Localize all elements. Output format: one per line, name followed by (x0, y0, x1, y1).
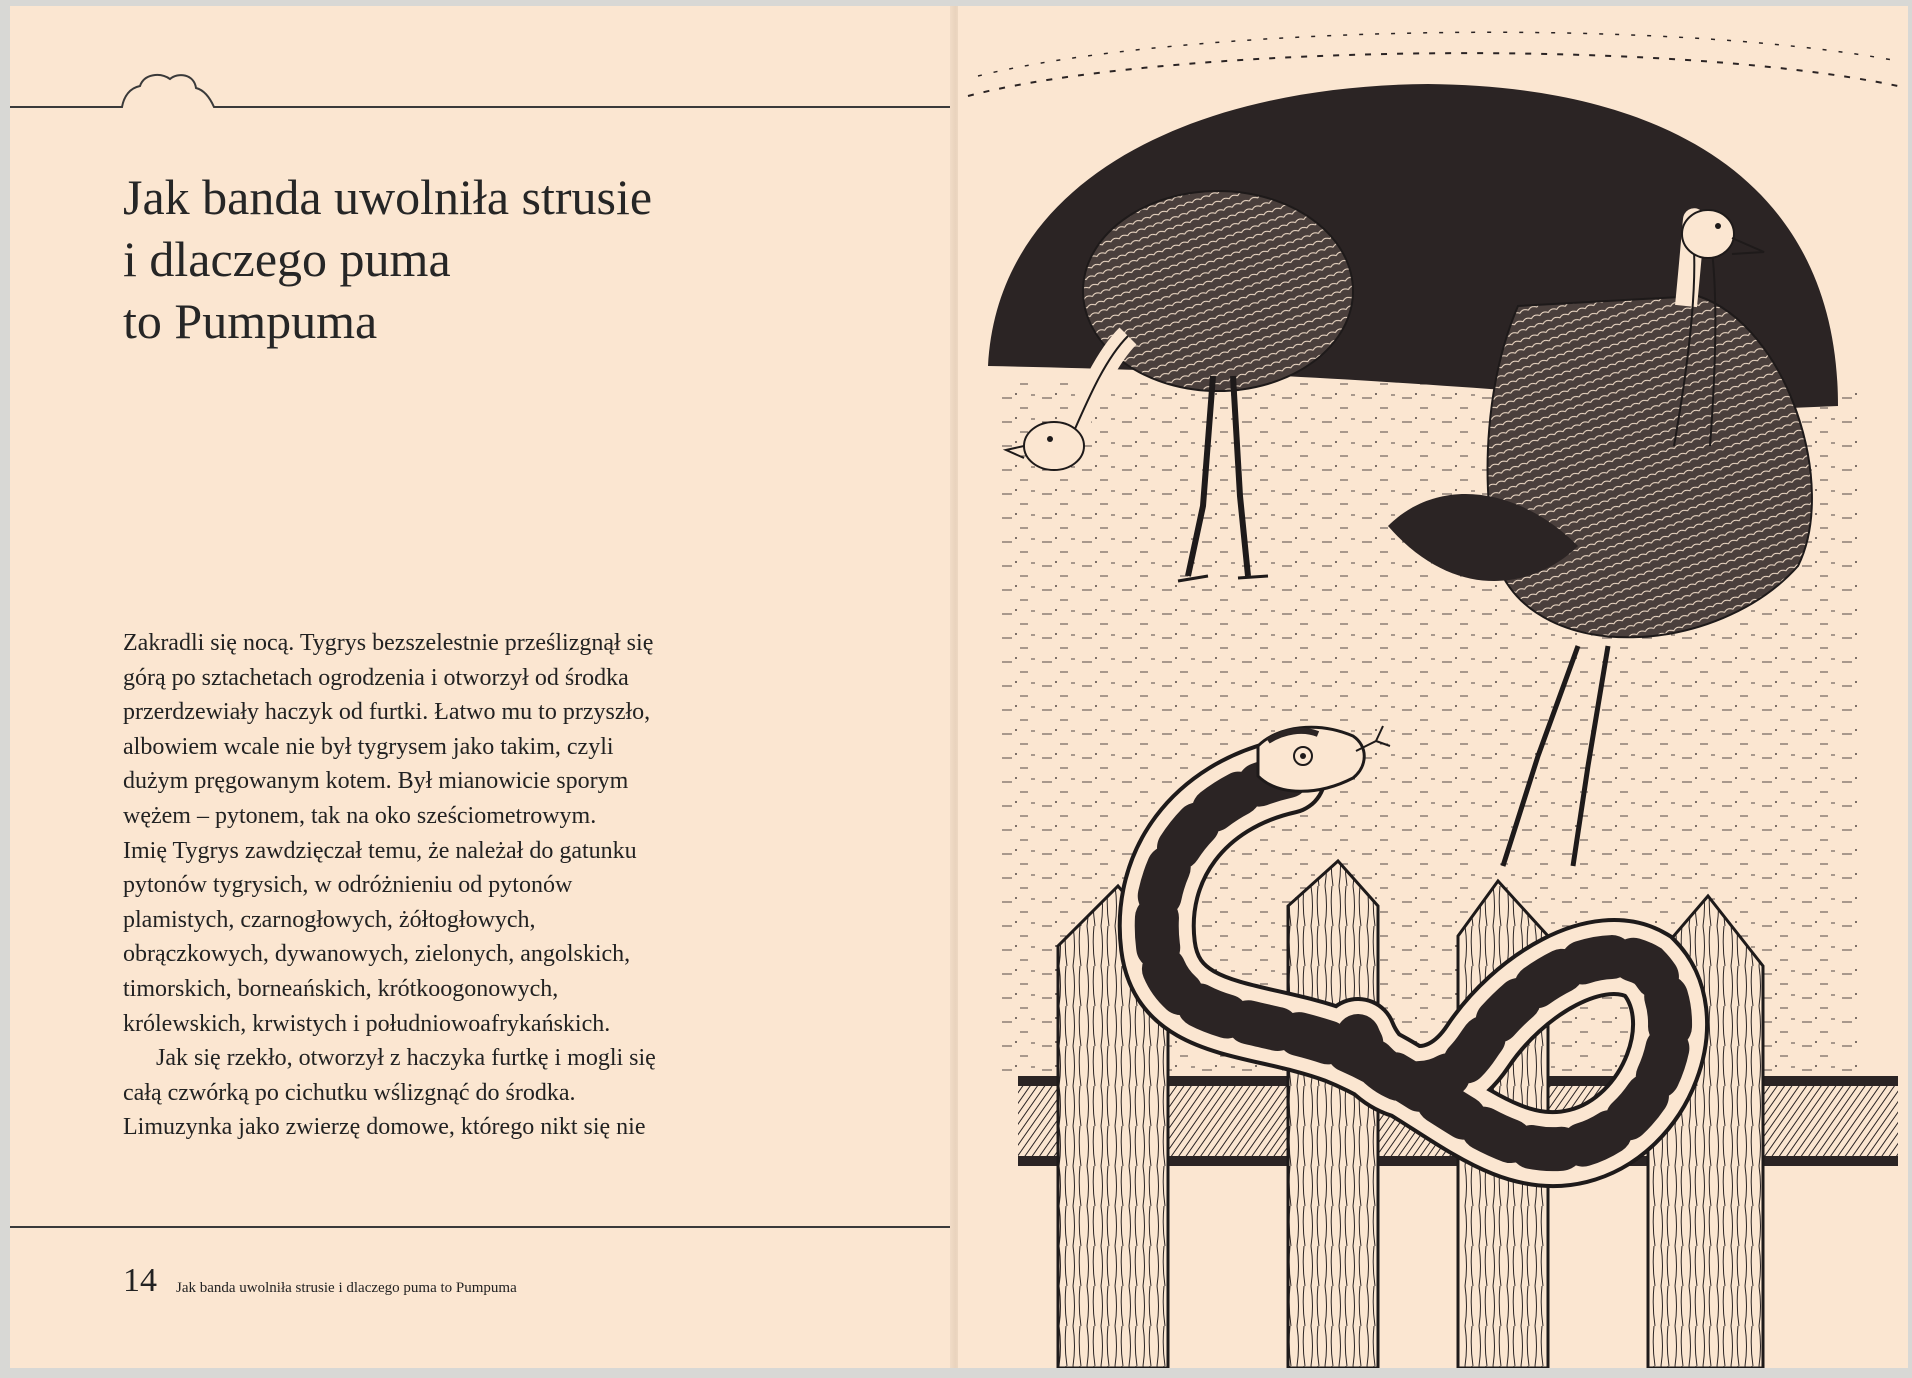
ostriches-and-python-illustration (958, 6, 1908, 1368)
body-line: królewskich, krwistych i południowoafrykańskich. (123, 1010, 611, 1037)
running-head: Jak banda uwolniła strusie i dlaczego puma to Pumpuma (176, 1280, 517, 1296)
chapter-title-line: i dlaczego puma (123, 231, 451, 287)
chapter-title-line: Jak banda uwolniła strusie (123, 169, 653, 225)
body-line: Imię Tygrys zawdzięczał temu, że należał do gatunku (123, 837, 637, 864)
footer-rule (10, 1226, 954, 1228)
left-page (10, 6, 954, 1368)
body-text (123, 626, 763, 1145)
body-line: Limuzynka jako zwierzę domowe, którego nikt się nie (123, 1114, 646, 1141)
chapter-title-line: to Pumpuma (123, 293, 378, 349)
body-line: obrączkowych, dywanowych, zielonych, angolskich, (123, 941, 631, 968)
header-rule-with-cloud (10, 66, 954, 116)
chapter-title (123, 166, 823, 352)
body-line: Zakradli się nocą. Tygrys bezszelestnie prześlizgnął się (123, 630, 654, 656)
body-line: dużym pręgowanym kotem. Był mianowicie sporym (123, 768, 629, 795)
body-line: całą czwórką po cichutku wślizgnąć do środka. (123, 1079, 576, 1106)
body-line: przerdzewiały haczyk od furtki. Łatwo mu to przyszło, (123, 699, 651, 726)
body-line: plamistych, czarnogłowych, żółtogłowych, (123, 906, 536, 933)
page-number: 14 (123, 1262, 157, 1299)
body-line: albowiem wcale nie był tygrysem jako takim, czyli (123, 733, 614, 760)
body-line: Jak się rzekło, otworzył z haczyka furtkę i mogli się (156, 1045, 656, 1072)
right-page (958, 6, 1908, 1368)
body-line: pytonów tygrysich, w odróżnieniu od pytonów (123, 872, 573, 899)
body-line: górą po sztachetach ogrodzenia i otworzył od środka (123, 664, 629, 691)
body-line: wężem – pytonem, tak na oko sześciometrowym. (123, 802, 597, 829)
body-line: timorskich, borneańskich, krótkoogonowych, (123, 975, 559, 1002)
